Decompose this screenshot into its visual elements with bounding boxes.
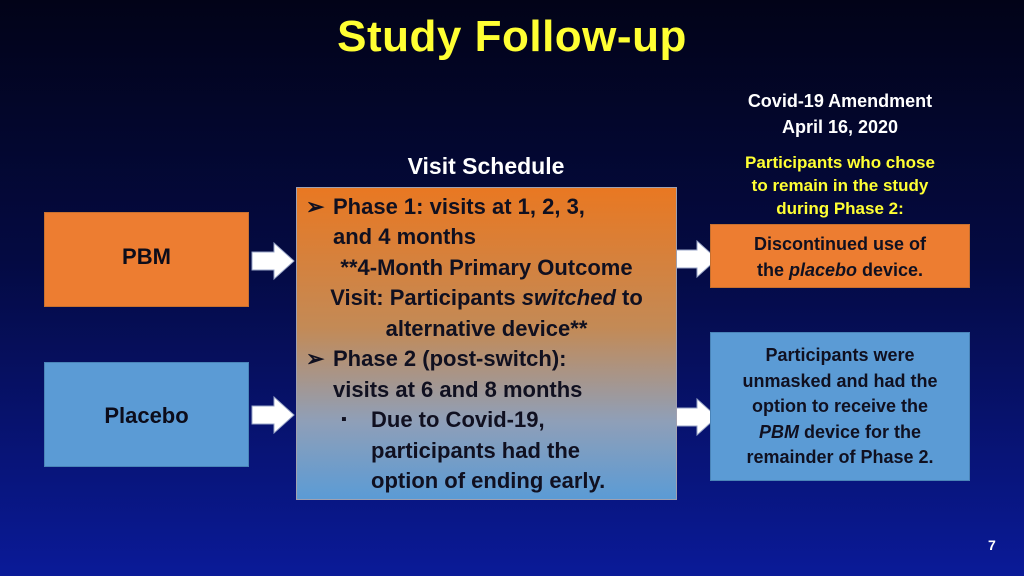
amendment-date: April 16, 2020 (781, 117, 899, 137)
phase2-text: visits at 6 and 8 months (333, 377, 583, 402)
outcome-text: **4-Month Primary Outcome (340, 255, 633, 280)
discontinued-text: Discontinued use of (753, 234, 926, 254)
participants-note-line: Participants who chose (745, 153, 935, 172)
discontinued-text-emphasis: placebo (788, 260, 857, 280)
unmasked-text-part: device for the (798, 421, 922, 442)
placebo-label: Placebo (104, 403, 189, 428)
bullet-icon: ➢ (306, 194, 325, 219)
unmasked-text: Participants were (765, 345, 915, 365)
covid-text: option of ending early. (371, 468, 606, 493)
sub-bullet-icon: ▪ (341, 411, 347, 428)
slide-title: Study Follow-up (337, 12, 687, 61)
participants-note-line: to remain in the study (751, 176, 929, 195)
outcome-text-part: Visit: Participants (330, 285, 522, 310)
participants-note (718, 151, 962, 220)
covid-text: participants had the (371, 438, 581, 463)
page-number: 7 (988, 537, 996, 553)
discontinued-text-part: the (756, 260, 789, 280)
discontinued-text-part: device. (857, 260, 924, 280)
covid-text: Due to Covid-19, (371, 407, 545, 432)
unmasked-text (711, 420, 969, 446)
phase1-text: Phase 1: visits at 1, 2, 3, (333, 194, 585, 219)
amendment-note (718, 88, 962, 140)
outcome-text: alternative device** (385, 316, 588, 341)
unmasked-text-emphasis: PBM (758, 421, 799, 442)
unmasked-box (710, 332, 970, 481)
discontinued-box (710, 224, 970, 288)
unmasked-text: unmasked and had the (742, 370, 938, 391)
amendment-title: Covid-19 Amendment (747, 91, 933, 111)
participants-note-line: during Phase 2: (776, 199, 904, 218)
unmasked-text: option to receive the (751, 396, 929, 416)
phase2-text: Phase 2 (post-switch): (333, 346, 567, 371)
unmasked-text: remainder of Phase 2. (746, 447, 934, 467)
right-arrow-icon (250, 395, 296, 435)
visit-schedule-heading: Visit Schedule (407, 153, 565, 179)
placebo-group-box (44, 362, 249, 467)
right-arrow-icon (250, 241, 296, 281)
outcome-text-emphasis: switched (521, 285, 616, 310)
phase1-text: and 4 months (333, 224, 477, 249)
pbm-label: PBM (122, 243, 171, 269)
outcome-text (297, 283, 676, 314)
outcome-text-part: to (615, 285, 643, 310)
bullet-icon: ➢ (306, 346, 325, 371)
pbm-group-box (44, 212, 249, 307)
visit-schedule-box (296, 187, 677, 500)
discontinued-text (711, 257, 969, 283)
